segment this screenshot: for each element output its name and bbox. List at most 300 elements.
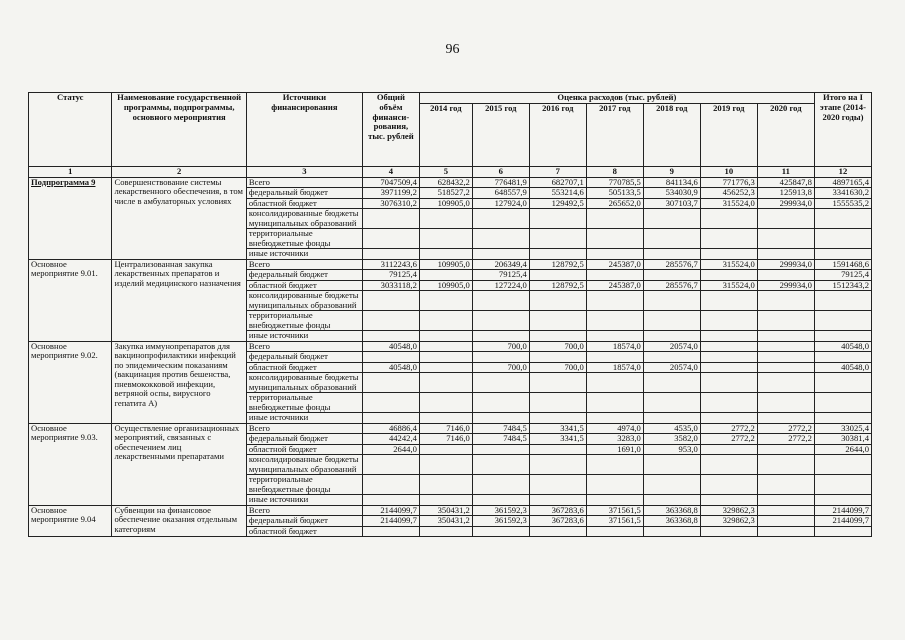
- year-value: [419, 209, 472, 229]
- column-number: 5: [419, 166, 472, 177]
- stage-total-value: 2144099,7: [814, 516, 871, 527]
- row-program-name: Осуществление организационных мероприятий, связанных с обеспечением лиц лекарственными препаратами: [112, 423, 246, 505]
- year-value: 2772,2: [757, 423, 814, 434]
- year-value: 841134,6: [643, 177, 700, 188]
- year-value: [700, 526, 757, 537]
- header-estimate: Оценка расходов (тыс. рублей): [419, 93, 814, 104]
- year-value: [757, 505, 814, 516]
- total-value: [362, 331, 419, 342]
- year-value: [700, 444, 757, 455]
- year-value: [419, 362, 472, 373]
- year-value: 285576,7: [643, 280, 700, 291]
- year-value: [419, 352, 472, 363]
- year-value: 363368,8: [643, 505, 700, 516]
- year-value: 3582,0: [643, 434, 700, 445]
- row-program-name: Субвенции на финансовое обеспечение оказания отдельным категориям: [112, 505, 246, 537]
- year-value: [700, 311, 757, 331]
- column-number: 6: [472, 166, 529, 177]
- year-value: [643, 291, 700, 311]
- year-value: [529, 413, 586, 424]
- page-number: 96: [445, 42, 460, 57]
- funding-source: областной бюджет: [246, 444, 362, 455]
- year-value: [419, 526, 472, 537]
- table-row: [29, 423, 872, 434]
- year-value: [757, 455, 814, 475]
- year-value: [700, 352, 757, 363]
- year-value: [757, 516, 814, 527]
- funding-source: консолидированные бюджеты муниципальных образований: [246, 455, 362, 475]
- table-row: [29, 259, 872, 270]
- year-value: [700, 475, 757, 495]
- stage-total-value: 2144099,7: [814, 505, 871, 516]
- year-value: [700, 373, 757, 393]
- year-value: [700, 249, 757, 260]
- year-value: 315524,0: [700, 259, 757, 270]
- total-value: 3112243,6: [362, 259, 419, 270]
- year-value: [419, 495, 472, 506]
- table-row: [29, 505, 872, 516]
- stage-total-value: 3341630,2: [814, 188, 871, 199]
- stage-total-value: 33025,4: [814, 423, 871, 434]
- stage-total-value: [814, 249, 871, 260]
- table-row: [29, 341, 872, 352]
- year-value: [643, 229, 700, 249]
- funding-source: Всего: [246, 423, 362, 434]
- year-value: 206349,4: [472, 259, 529, 270]
- total-value: [362, 352, 419, 363]
- year-value: 79125,4: [472, 270, 529, 281]
- funding-source: федеральный бюджет: [246, 270, 362, 281]
- column-number: 12: [814, 166, 871, 177]
- year-value: 2772,2: [757, 434, 814, 445]
- year-value: [472, 444, 529, 455]
- year-value: 3341,5: [529, 423, 586, 434]
- year-value: 18574,0: [586, 341, 643, 352]
- funding-source: областной бюджет: [246, 280, 362, 291]
- year-value: [700, 270, 757, 281]
- year-value: [472, 249, 529, 260]
- funding-source: консолидированные бюджеты муниципальных образований: [246, 373, 362, 393]
- funding-source: Всего: [246, 177, 362, 188]
- year-value: [643, 373, 700, 393]
- column-number: 4: [362, 166, 419, 177]
- stage-total-value: 40548,0: [814, 341, 871, 352]
- total-value: 40548,0: [362, 362, 419, 373]
- year-value: [472, 331, 529, 342]
- year-value: 307103,7: [643, 198, 700, 209]
- year-value: [700, 495, 757, 506]
- year-value: [586, 526, 643, 537]
- year-value: 329862,3: [700, 505, 757, 516]
- year-value: [529, 393, 586, 413]
- total-value: [362, 475, 419, 495]
- year-value: [472, 526, 529, 537]
- stage-total-value: [814, 526, 871, 537]
- year-value: [472, 311, 529, 331]
- header-year: 2016 год: [529, 103, 586, 166]
- year-value: [529, 270, 586, 281]
- year-value: [586, 291, 643, 311]
- row-status: Основное мероприятие 9.01.: [29, 259, 112, 341]
- stage-total-value: [814, 475, 871, 495]
- year-value: [757, 209, 814, 229]
- total-value: 44242,4: [362, 434, 419, 445]
- year-value: [700, 413, 757, 424]
- total-value: [362, 249, 419, 260]
- year-value: 361592,3: [472, 516, 529, 527]
- year-value: [586, 229, 643, 249]
- year-value: 329862,3: [700, 516, 757, 527]
- year-value: [472, 373, 529, 393]
- year-value: [419, 444, 472, 455]
- row-program-name: Централизованная закупка лекарственных препаратов и изделий медицинского назначения: [112, 259, 246, 341]
- year-value: [586, 311, 643, 331]
- year-value: [586, 352, 643, 363]
- stage-total-value: 1591468,6: [814, 259, 871, 270]
- year-value: [419, 413, 472, 424]
- year-value: 553214,6: [529, 188, 586, 199]
- year-value: [757, 249, 814, 260]
- year-value: [586, 373, 643, 393]
- stage-total-value: [814, 229, 871, 249]
- year-value: [586, 413, 643, 424]
- year-value: 350431,2: [419, 505, 472, 516]
- year-value: [529, 229, 586, 249]
- funding-source: федеральный бюджет: [246, 352, 362, 363]
- year-value: 700,0: [529, 341, 586, 352]
- year-value: [643, 526, 700, 537]
- year-value: [529, 311, 586, 331]
- year-value: [419, 311, 472, 331]
- year-value: 285576,7: [643, 259, 700, 270]
- row-status: Основное мероприятие 9.03.: [29, 423, 112, 505]
- row-status: Основное мероприятие 9.02.: [29, 341, 112, 423]
- year-value: 4974,0: [586, 423, 643, 434]
- year-value: [472, 393, 529, 413]
- funding-source: территориальные внебюджетные фонды: [246, 475, 362, 495]
- year-value: 367283,6: [529, 505, 586, 516]
- year-value: 315524,0: [700, 198, 757, 209]
- year-value: 3283,0: [586, 434, 643, 445]
- year-value: [529, 475, 586, 495]
- total-value: 7047509,4: [362, 177, 419, 188]
- year-value: 518527,2: [419, 188, 472, 199]
- year-value: [700, 229, 757, 249]
- year-value: [529, 444, 586, 455]
- year-value: 350431,2: [419, 516, 472, 527]
- year-value: [643, 393, 700, 413]
- year-value: [700, 362, 757, 373]
- stage-total-value: [814, 291, 871, 311]
- column-number: 2: [112, 166, 246, 177]
- column-number: 7: [529, 166, 586, 177]
- funding-source: консолидированные бюджеты муниципальных образований: [246, 291, 362, 311]
- stage-total-value: [814, 352, 871, 363]
- year-value: [757, 413, 814, 424]
- stage-total-value: 30381,4: [814, 434, 871, 445]
- stage-total-value: 2644,0: [814, 444, 871, 455]
- year-value: [586, 455, 643, 475]
- year-value: 371561,5: [586, 505, 643, 516]
- year-value: 3341,5: [529, 434, 586, 445]
- column-number: 3: [246, 166, 362, 177]
- funding-source: территориальные внебюджетные фонды: [246, 229, 362, 249]
- total-value: [362, 229, 419, 249]
- year-value: [529, 291, 586, 311]
- year-value: [643, 331, 700, 342]
- stage-total-value: 40548,0: [814, 362, 871, 373]
- funding-source: Всего: [246, 259, 362, 270]
- year-value: 700,0: [529, 362, 586, 373]
- year-value: 2772,2: [700, 434, 757, 445]
- year-value: 505133,5: [586, 188, 643, 199]
- stage-total-value: 1555535,2: [814, 198, 871, 209]
- funding-source: иные источники: [246, 249, 362, 260]
- year-value: [586, 209, 643, 229]
- year-value: [529, 209, 586, 229]
- total-value: 3033118,2: [362, 280, 419, 291]
- total-value: [362, 393, 419, 413]
- year-value: 128792,5: [529, 259, 586, 270]
- year-value: 456252,3: [700, 188, 757, 199]
- funding-source: Всего: [246, 505, 362, 516]
- stage-total-value: 4897165,4: [814, 177, 871, 188]
- year-value: [529, 526, 586, 537]
- year-value: [643, 495, 700, 506]
- year-value: [643, 209, 700, 229]
- row-status: Подпрограмма 9: [29, 177, 112, 259]
- total-value: [362, 291, 419, 311]
- year-value: [700, 393, 757, 413]
- year-value: 315524,0: [700, 280, 757, 291]
- year-value: [757, 495, 814, 506]
- year-value: [472, 455, 529, 475]
- year-value: 648557,9: [472, 188, 529, 199]
- year-value: [643, 413, 700, 424]
- header-status: Статус: [29, 93, 112, 167]
- year-value: [757, 393, 814, 413]
- year-value: [529, 352, 586, 363]
- header-year: 2020 год: [757, 103, 814, 166]
- year-value: [472, 475, 529, 495]
- year-value: [586, 249, 643, 260]
- year-value: [700, 341, 757, 352]
- year-value: 299934,0: [757, 280, 814, 291]
- year-value: 534030,9: [643, 188, 700, 199]
- row-status: Основное мероприятие 9.04: [29, 505, 112, 537]
- total-value: [362, 495, 419, 506]
- stage-total-value: [814, 311, 871, 331]
- year-value: [419, 229, 472, 249]
- year-value: 953,0: [643, 444, 700, 455]
- total-value: 3076310,2: [362, 198, 419, 209]
- stage-total-value: [814, 413, 871, 424]
- stage-total-value: [814, 455, 871, 475]
- year-value: [757, 444, 814, 455]
- funding-source: областной бюджет: [246, 198, 362, 209]
- year-value: 7146,0: [419, 423, 472, 434]
- funding-source: территориальные внебюджетные фонды: [246, 311, 362, 331]
- header-sources: Источники финансирования: [246, 93, 362, 167]
- year-value: [419, 249, 472, 260]
- year-value: [419, 331, 472, 342]
- total-value: [362, 373, 419, 393]
- year-value: [700, 331, 757, 342]
- year-value: [472, 209, 529, 229]
- year-value: [757, 373, 814, 393]
- funding-source: иные источники: [246, 331, 362, 342]
- year-value: 770785,5: [586, 177, 643, 188]
- header-year: 2018 год: [643, 103, 700, 166]
- stage-total-value: 79125,4: [814, 270, 871, 281]
- year-value: 265652,0: [586, 198, 643, 209]
- year-value: [757, 270, 814, 281]
- header-stage-total: Итого на I этапе (2014-2020 годы): [814, 93, 871, 167]
- year-value: [529, 373, 586, 393]
- year-value: [643, 352, 700, 363]
- year-value: 700,0: [472, 362, 529, 373]
- total-value: 2144099,7: [362, 516, 419, 527]
- year-value: 361592,3: [472, 505, 529, 516]
- year-value: 7146,0: [419, 434, 472, 445]
- year-value: [529, 495, 586, 506]
- column-number: 1: [29, 166, 112, 177]
- funding-source: иные источники: [246, 413, 362, 424]
- funding-source: Всего: [246, 341, 362, 352]
- year-value: [757, 229, 814, 249]
- stage-total-value: [814, 393, 871, 413]
- stage-total-value: [814, 209, 871, 229]
- year-value: [586, 331, 643, 342]
- year-value: [419, 475, 472, 495]
- budget-table: [28, 92, 872, 537]
- year-value: [757, 475, 814, 495]
- stage-total-value: [814, 495, 871, 506]
- year-value: [529, 249, 586, 260]
- year-value: 127924,0: [472, 198, 529, 209]
- year-value: 682707,1: [529, 177, 586, 188]
- year-value: [643, 249, 700, 260]
- year-value: 628432,2: [419, 177, 472, 188]
- year-value: [586, 495, 643, 506]
- year-value: [643, 455, 700, 475]
- year-value: 245387,0: [586, 280, 643, 291]
- year-value: [643, 270, 700, 281]
- total-value: 79125,4: [362, 270, 419, 281]
- row-program-name: Закупка иммунопрепаратов для вакцинопрофилактики инфекций по эпидемическим показаниям (вакцинация против бешенства, пневмококковой инфекции, ветряной оспы, вирусного гепатита А): [112, 341, 246, 423]
- funding-source: федеральный бюджет: [246, 434, 362, 445]
- year-value: [586, 270, 643, 281]
- header-year: 2019 год: [700, 103, 757, 166]
- year-value: [643, 475, 700, 495]
- year-value: 20574,0: [643, 341, 700, 352]
- year-value: [757, 362, 814, 373]
- year-value: [757, 352, 814, 363]
- header-total: Общий объём финанси-рования, тыс. рублей: [362, 93, 419, 167]
- funding-source: консолидированные бюджеты муниципальных образований: [246, 209, 362, 229]
- year-value: 18574,0: [586, 362, 643, 373]
- total-value: [362, 413, 419, 424]
- funding-source: иные источники: [246, 495, 362, 506]
- year-value: 127224,0: [472, 280, 529, 291]
- total-value: 2144099,7: [362, 505, 419, 516]
- header-name: Наименование государственной программы, подпрограммы, основного мероприятия: [112, 93, 246, 167]
- year-value: [757, 311, 814, 331]
- year-value: 2772,2: [700, 423, 757, 434]
- year-value: [757, 331, 814, 342]
- year-value: [472, 291, 529, 311]
- year-value: 20574,0: [643, 362, 700, 373]
- year-value: [419, 373, 472, 393]
- total-value: [362, 209, 419, 229]
- year-value: 129492,5: [529, 198, 586, 209]
- funding-source: областной бюджет: [246, 526, 362, 537]
- total-value: [362, 455, 419, 475]
- year-value: 109905,0: [419, 259, 472, 270]
- row-program-name: Совершенствование системы лекарственного обеспечения, в том числе в амбулаторных условиях: [112, 177, 246, 259]
- year-value: [472, 229, 529, 249]
- year-value: [586, 393, 643, 413]
- year-value: 7484,5: [472, 423, 529, 434]
- total-value: [362, 526, 419, 537]
- year-value: [700, 291, 757, 311]
- column-number: 9: [643, 166, 700, 177]
- funding-source: областной бюджет: [246, 362, 362, 373]
- year-value: 425847,8: [757, 177, 814, 188]
- funding-source: федеральный бюджет: [246, 516, 362, 527]
- year-value: 299934,0: [757, 259, 814, 270]
- year-value: 128792,5: [529, 280, 586, 291]
- year-value: 363368,8: [643, 516, 700, 527]
- stage-total-value: [814, 331, 871, 342]
- year-value: 7484,5: [472, 434, 529, 445]
- column-number: 11: [757, 166, 814, 177]
- table-row: [29, 177, 872, 188]
- stage-total-value: [814, 373, 871, 393]
- year-value: [472, 495, 529, 506]
- funding-source: территориальные внебюджетные фонды: [246, 393, 362, 413]
- year-value: 367283,6: [529, 516, 586, 527]
- year-value: [472, 413, 529, 424]
- year-value: 109905,0: [419, 280, 472, 291]
- year-value: [419, 393, 472, 413]
- year-value: 1691,0: [586, 444, 643, 455]
- year-value: [529, 455, 586, 475]
- year-value: [419, 270, 472, 281]
- year-value: [419, 455, 472, 475]
- column-number: 8: [586, 166, 643, 177]
- year-value: [700, 209, 757, 229]
- year-value: 245387,0: [586, 259, 643, 270]
- year-value: [700, 455, 757, 475]
- year-value: [472, 352, 529, 363]
- year-value: 776481,9: [472, 177, 529, 188]
- year-value: [419, 341, 472, 352]
- total-value: 2644,0: [362, 444, 419, 455]
- year-value: 771776,3: [700, 177, 757, 188]
- year-value: [643, 311, 700, 331]
- total-value: [362, 311, 419, 331]
- total-value: 40548,0: [362, 341, 419, 352]
- total-value: 46886,4: [362, 423, 419, 434]
- year-value: 700,0: [472, 341, 529, 352]
- year-value: [757, 526, 814, 537]
- year-value: 299934,0: [757, 198, 814, 209]
- year-value: 4535,0: [643, 423, 700, 434]
- funding-source: федеральный бюджет: [246, 188, 362, 199]
- year-value: 125913,8: [757, 188, 814, 199]
- year-value: [757, 291, 814, 311]
